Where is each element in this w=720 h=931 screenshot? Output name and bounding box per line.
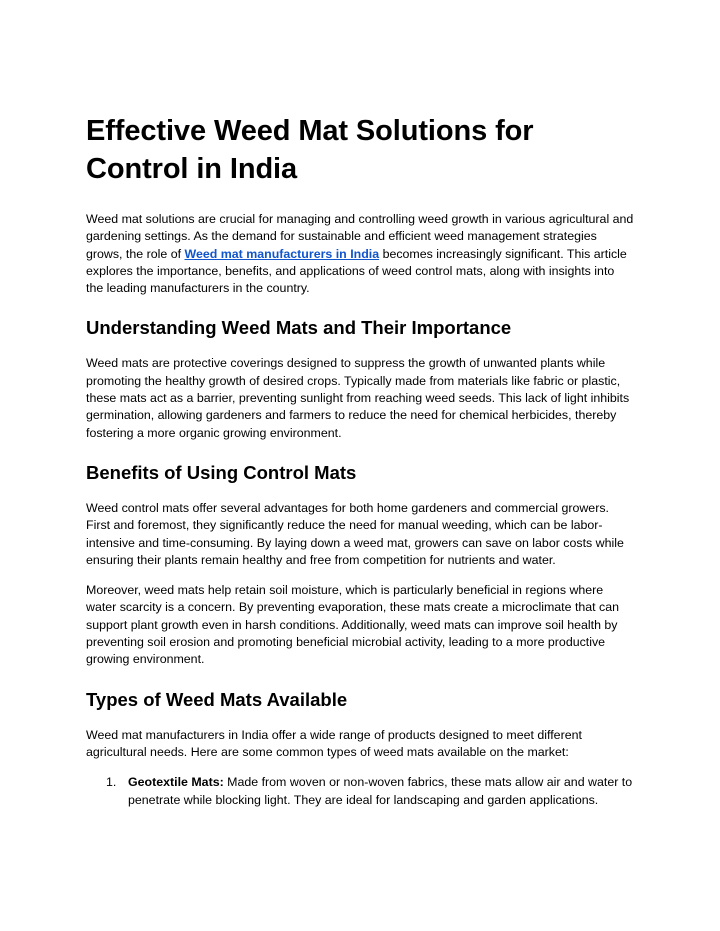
intro-paragraph: [86, 211, 634, 297]
benefits-paragraph-2: Moreover, weed mats help retain soil moisture, which is particularly beneficial in regions where water scarcity is a concern. By preventing evaporation, these mats create a microclimate that can support plant growth even in harsh conditions. Additionally, weed mats can improve soil health by preventing soil erosion and promoting beneficial microbial activity, leading to a more productive growing environment.: [86, 583, 620, 667]
section-heading-understanding: Understanding Weed Mats and Their Importance: [86, 317, 512, 339]
types-paragraph: Weed mat manufacturers in India offer a wide range of products designed to meet different agricultural needs. Here are some common types of weed mats available on the market:: [86, 727, 582, 759]
document-page: [86, 112, 634, 809]
intro-text-before-link: Weed mat solutions are crucial for managing and controlling weed growth in various agricultural and gardening settings. As the demand for sustainable and efficient weed management strategies grows, the role of: [86, 212, 634, 261]
list-item-term: Geotextile Mats:: [128, 775, 224, 790]
intro-text-after-link: becomes increasingly significant. This article explores the importance, benefits, and applications of weed control mats, along with insights into the leading manufacturers in the country.: [86, 246, 627, 296]
list-item-text: Made from woven or non-woven fabrics, these mats allow air and water to penetrate while blocking light. They are ideal for landscaping and garden applications.: [128, 775, 633, 807]
list-item-number: 1.: [106, 775, 117, 790]
types-list: [86, 774, 634, 809]
section-heading-types: Types of Weed Mats Available: [86, 688, 348, 710]
list-item: [86, 774, 634, 809]
section-heading-benefits: Benefits of Using Control Mats: [86, 461, 357, 483]
manufacturers-link[interactable]: Weed mat manufacturers in India: [184, 246, 380, 261]
document-title: Effective Weed Mat Solutions for Control in India: [86, 115, 534, 185]
understanding-paragraph: Weed mats are protective coverings designed to suppress the growth of unwanted plants while promoting the healthy growth of desired crops. Typically made from materials like fabric or plastic, these mats act as a barrier, preventing sunlight from reaching weed seeds. This lack of light inhibits germination, allowing gardeners and farmers to reduce the need for chemical herbicides, thereby fostering a more organic growing environment.: [86, 356, 630, 440]
benefits-paragraph-1: Weed control mats offer several advantages for both home gardeners and commercial growers. First and foremost, they significantly reduce the need for manual weeding, which can be labor-intensive and time-consuming. By laying down a weed mat, growers can save on labor costs while ensuring their plants remain healthy and free from competition for nutrients and water.: [86, 500, 624, 567]
